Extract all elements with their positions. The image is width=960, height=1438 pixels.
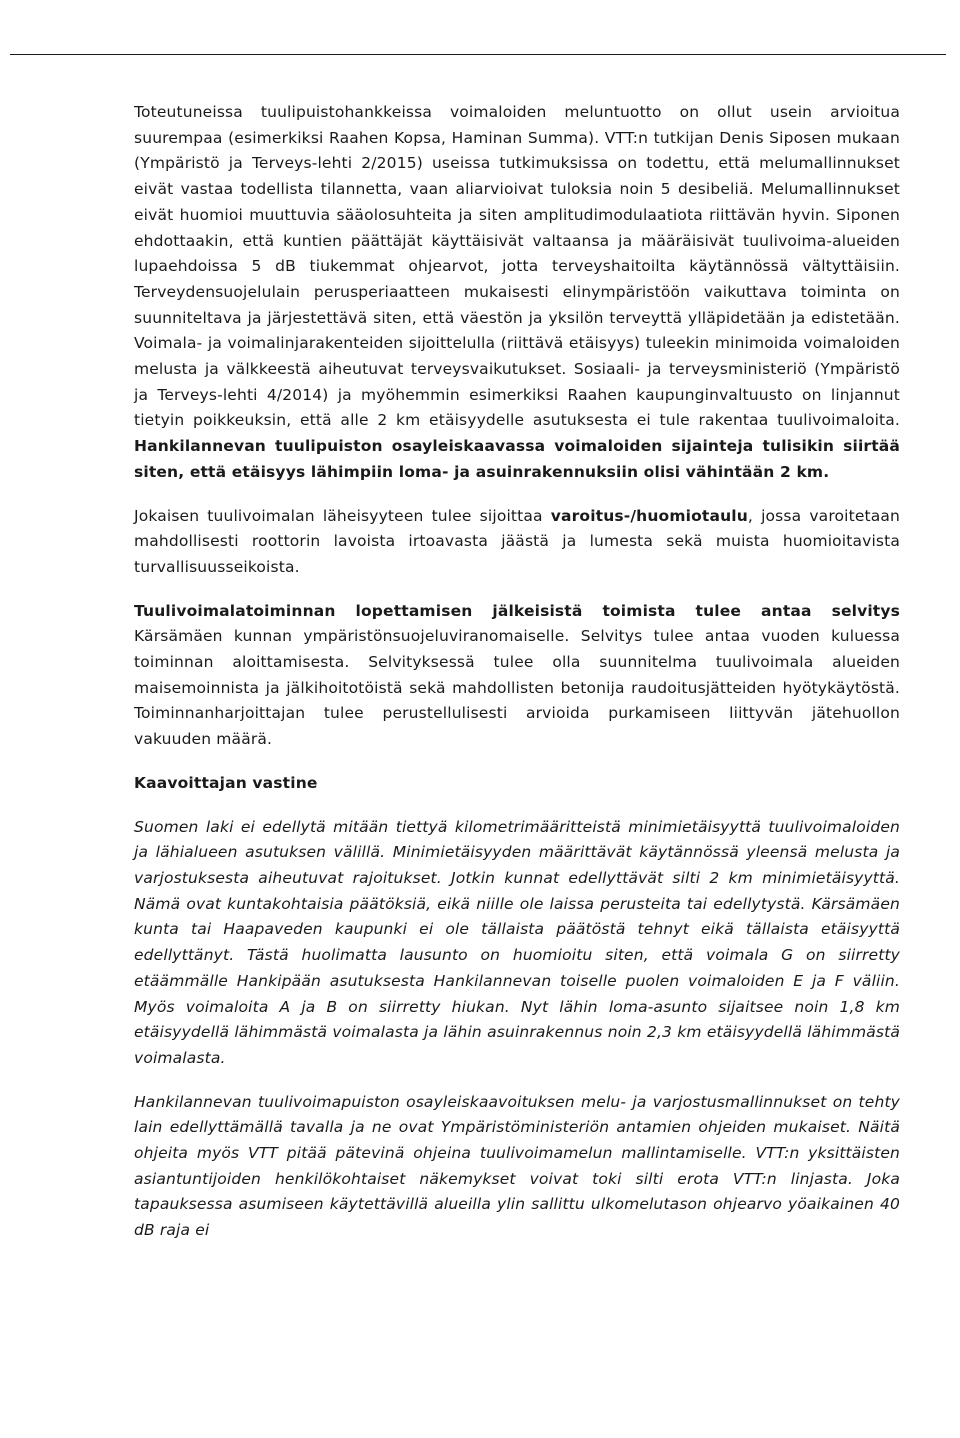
header-date: 11.6.2015 <box>10 35 74 51</box>
paragraph-noise-text: Toteutuneissa tuulipuistohankkeissa voimaloiden meluntuotto on ollut usein arvioitua suurempaa (esimerkiksi Raahen Kopsa, Haminan Summa). VTT:n tutkijan Denis Siposen mukaan (Ympäristö ja Terveys-lehti 2/2015) useissa tutkimuksissa on todettu, että melumallinnukset eivät vastaa todellista tilannetta, vaan aliarvioivat tuloksia noin 5 desibeliä. Melumallinnukset eivät huomioi muuttuvia sääolosuhteita ja siten amplitudimodulaatiota riittävän hyvin. Siponen ehdottaakin, että kuntien päättäjät käyttäisivät valtaansa ja määräisivät tuulivoima-alueiden lupaehdoissa 5 dB tiukemmat ohjearvot, jotta terveyshaitoilta käytännössä vältyttäisiin. Terveydensuojelulain perusperiaatteen mukaisesti elinympäristöön vaikuttava toiminta on suunniteltava ja järjestettävä siten, että väestön ja yksilön terveyttä ylläpidetään ja edistetään. Voimala- ja voimalinjarakenteiden sijoittelulla (riittävä etäisyys) tuleekin minimoida voimaloiden melusta ja välkkeestä aiheutuvat terveysvaikutukset. Sosiaali- ja terveysministeriö (Ympäristö ja Terveys-lehti 4/2014) ja myöhemmin esimerkiksi Raahen kaupunginvaltuusto on linjannut tietyin poikkeuksin, että alle 2 km etäisyydelle asutuksesta ei tule rakentaa tuulivoimaloita. <box>134 103 900 430</box>
page-header <box>10 0 946 55</box>
decommissioning-heading: Tuulivoimalatoiminnan lopettamisen jälkeisistä toimista tulee antaa selvitys <box>134 601 900 620</box>
paragraph-noise-demand: Hankilannevan tuulipuiston osayleiskaavassa voimaloiden sijainteja tulisikin siirtää siten, että etäisyys lähimpiin loma- ja asuinrakennuksiin olisi vähintään 2 km. <box>134 437 900 481</box>
footer-contact: Puh. 010 4090, fax 010 409 6250, www.fcg.fi <box>10 1419 298 1435</box>
header-row-top <box>10 0 946 20</box>
footer-company: FCG Suunnittelu ja tekniikka Oy <box>10 1381 216 1397</box>
paragraph-response-modelling: Hankilannevan tuulivoimapuiston osayleiskaavoituksen melu- ja varjostusmallinnukset on tehty lain edellyttämällä tavalla ja ne ovat Ympäristöministeriön antamien ohjeiden mukaiset. Näitä ohjeita myös VTT pitää pätevinä ohjeina tuulivoimamelun mallintamiselle. VTT:n yksittäisten asiantuntijoiden henkilökohtaiset näkemykset voivat toki silti erota VTT:n linjasta. Joka tapauksessa asumiseen käytettävillä alueilla ylin sallittu ulkomelutason ohjearvo yöaikainen 40 dB raja ei <box>134 1092 900 1240</box>
section-title-planner-response: Kaavoittajan vastine <box>134 773 318 792</box>
header-company: FCG SUUNNITTELU JA TEKNIIKKA OY <box>10 2 270 18</box>
footer-business-id: Y-tunnus 2474031-0 <box>815 1400 946 1416</box>
paragraph-decommissioning <box>134 599 900 753</box>
header-row-bottom <box>10 33 946 53</box>
warning-text-start: Jokaisen tuulivoimalan läheisyyteen tulee sijoittaa <box>134 506 551 525</box>
decommissioning-text: Kärsämäen kunnan ympäristönsuojeluviranomaiselle. Selvitys tulee antaa vuoden kuluessa toiminnan aloittamisesta. Selvityksessä tulee olla suunnitelma tuulivoimala alueiden maisemoinnista ja jälkihoitotöistä sekä mahdollisten betonija raudoitusjätteiden hyötykäytöstä. Toiminnanharjoittajan tulee perustellulisesti arvioida purkamiseen liittyvän jätehuollon vakuuden määrä. <box>134 627 900 749</box>
footer-right <box>816 1399 946 1437</box>
footer-domicile: Kotipaikka Helsinki <box>824 1419 946 1435</box>
document-body <box>134 100 900 1262</box>
warning-text-end: , jossa varoitetaan mahdollisesti roottorin lavoista irtoavasta jäästä ja lumesta sekä muista huomioitavista turvallisuusseikoista. <box>134 506 900 576</box>
header-document-title: HANKILANNEVAN TUULIVOIMAPUISTON OSAYLEISKAAVA <box>335 2 772 18</box>
warning-sign-term: varoitus-/huomiotaulu <box>550 506 748 525</box>
paragraph-warning-sign <box>134 504 900 581</box>
footer-address: Hallituskatu13-17 D, 7. kerros, 90100 Oulu <box>10 1400 285 1416</box>
footer-left <box>10 1380 510 1437</box>
paragraph-noise-concerns <box>134 100 900 486</box>
header-subtitle: Vastine luonnosvaiheen lausuntoihin ja mielipiteisiin <box>335 35 720 51</box>
header-page-number: 15 (24) <box>886 2 932 18</box>
paragraph-response-distance: Suomen laki ei edellytä mitään tiettyä kilometrimääritteistä minimietäisyyttä tuulivoimaloiden ja lähialueen asutuksen välillä. Minimietäisyyden määrittävät käytännössä yleensä melusta ja varjostuksesta aiheutuvat rajoitukset. Jotkin kunnat edellyttävät silti 2 km minimietäisyyttä. Nämä ovat kuntakohtaisia päätöksiä, eikä niille ole laissa perusteita tai edellytystä. Kärsämäen kunta tai Haapaveden kaupunki ei ole tällaista päätöstä tehnyt eikä tällaista etäisyyttä edellyttänyt. Tästä huolimatta lausunto on huomioitu siten, että voimala G on siirretty etäämmälle Hankipään asutuksesta Hankilannevan toiselle puolen voimaloiden E ja F väliin. Myös voimaloita A ja B on siirretty hiukan. Nyt lähin loma-asunto sijaitsee noin 1,8 km etäisyydellä lähimmästä voimalasta ja lähin asuinrakennus noin 2,3 km etäisyydellä lähimmästä voimalasta. <box>134 817 900 1067</box>
